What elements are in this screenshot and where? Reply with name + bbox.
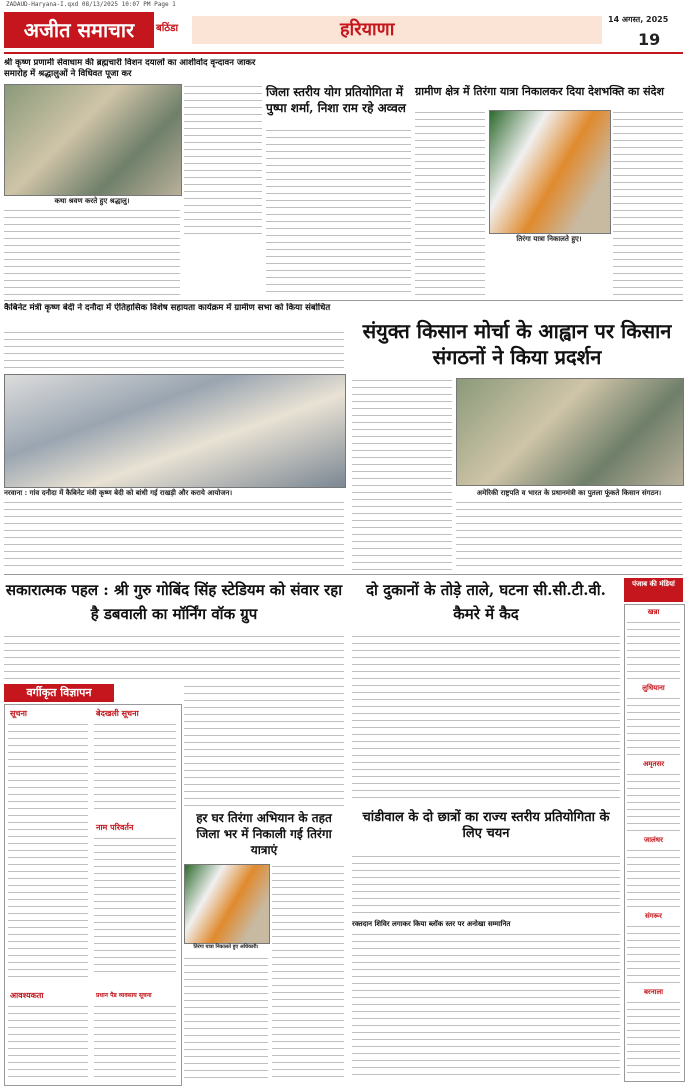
mandi-city-sangrur: संगरूर xyxy=(645,912,662,920)
classified-tag-wanted: आवश्यकता xyxy=(10,991,44,1000)
classifieds-title: वर्गीकृत विज्ञापन xyxy=(4,684,114,702)
newspaper-logo: अजीत समाचार xyxy=(4,12,154,48)
story7-headline: दो दुकानों के तोड़े ताले, घटना सी.सी.टी.वी. कैमरे में कैद xyxy=(366,581,606,623)
masthead-rule xyxy=(4,52,683,54)
story3-photo xyxy=(489,110,611,234)
issue-date: 14 अगस्त, 2025 xyxy=(608,15,669,24)
story9-subhead: रक्तदान शिविर लगाकर किया ब्लॉक स्तर पर अनोखा सम्मानित xyxy=(352,919,511,928)
story4-body-2 xyxy=(4,500,344,570)
print-slug: ZADAUD-Haryana-I.qxd 08/13/2025 10:07 PM Page 1 xyxy=(6,1,176,8)
story9-body xyxy=(352,854,620,914)
story4-headline: कैबिनेट मंत्री कृष्ण बेदी ने दनौदा में ऐतिहासिक विशेष सहायता कार्यक्रम में ग्रामीण सभा को किया संबोधित xyxy=(4,303,331,313)
mandi-title: पंजाब की मंडियां xyxy=(624,578,683,602)
classified-tag-business: प्रधान पैड व्यवसाय सूचना xyxy=(96,992,152,999)
mandi-city-ludhiana: लुधियाना xyxy=(642,684,665,692)
classified-text-5 xyxy=(94,1004,176,1080)
mandi-city-barnala: बरनाला xyxy=(643,988,664,996)
edition-city: बठिंडा xyxy=(156,23,179,34)
story5-body-2 xyxy=(456,500,682,570)
story4-body xyxy=(4,330,344,370)
mandi-city-amritsar: अमृतसर xyxy=(642,760,665,768)
mandi-rates-5 xyxy=(627,924,680,984)
story3-body-right xyxy=(613,110,683,296)
story8-body xyxy=(272,864,344,1080)
story2-body xyxy=(266,128,411,296)
story8-body-2 xyxy=(184,956,268,1080)
story2-headline: जिला स्तरीय योग प्रतियोगिता में पुष्पा शर्मा, निशा राम रहे अव्वल xyxy=(266,85,406,115)
classified-tag-name-change: नाम परिवर्तन xyxy=(96,823,134,832)
story5-caption: अमेरिकी राष्ट्रपति व भारत के प्रधानमंत्री का पुतला फूंकते किसान संगठन। xyxy=(476,488,662,497)
page-number: 19 xyxy=(638,30,661,49)
classified-text-1 xyxy=(8,722,88,982)
story9-headline: चांडीवाल के दो छात्रों का राज्य स्तरीय प्रतियोगिता के लिए चयन xyxy=(362,810,610,841)
story5-body xyxy=(352,378,452,570)
story6-body xyxy=(4,634,344,680)
story8-headline: हर घर तिरंगा अभियान के तहत जिला भर में निकाली गई तिरंगा यात्राएं xyxy=(196,811,332,857)
story3-caption: तिरंगा यात्रा निकालते हुए। xyxy=(516,234,582,243)
classified-text-2 xyxy=(94,722,176,812)
story8-body-top xyxy=(184,684,344,806)
section-bar xyxy=(192,16,602,44)
story1-headline: श्री कृष्ण प्रणामी सेवाधाम की ब्रह्मचारी विशन दयालों का आशीर्वाद वृन्दावन जाकर समारोह में श्रद्धालुओं ने विधिवत पूजा कर xyxy=(4,58,256,79)
section-title: हरियाणा xyxy=(340,19,395,40)
story4-photo xyxy=(4,374,346,488)
story1-photo xyxy=(4,84,182,196)
divider-2 xyxy=(4,574,683,575)
story1-body xyxy=(184,84,262,234)
story3-headline: ग्रामीण क्षेत्र में तिरंगा यात्रा निकालकर दिया देशभक्ति का संदेश xyxy=(415,85,664,98)
classified-text-4 xyxy=(8,1004,88,1080)
story7-body xyxy=(352,634,620,804)
story5-photo xyxy=(456,378,684,486)
masthead xyxy=(0,12,687,56)
mandi-rates-2 xyxy=(627,696,680,756)
mandi-rates-6 xyxy=(627,1000,680,1076)
story8-caption: तिरंगा यात्रा निकालते हुए अधिकारी। xyxy=(193,944,259,950)
mandi-rates-4 xyxy=(627,848,680,908)
story9-body-2 xyxy=(352,932,620,1080)
story4-caption: नरवाना : गांव दनौदा में कैबिनेट मंत्री कृष्ण बेदी को बांधी गई राखड़ी और कराये आयोजन। xyxy=(4,488,233,497)
divider-1 xyxy=(4,300,683,301)
classified-tag-notice: सूचना xyxy=(10,709,27,718)
story3-body-left xyxy=(415,110,485,296)
story1-body-2 xyxy=(4,208,180,298)
story8-photo xyxy=(184,864,270,944)
story5-headline: संयुक्त किसान मोर्चा के आह्वान पर किसान संगठनों ने किया प्रदर्शन xyxy=(362,319,672,369)
story6-headline: सकारात्मक पहल : श्री गुरु गोबिंद सिंह स्टेडियम को संवार रहा है डबवाली का मॉर्निंग वॉक ग्रुप xyxy=(5,581,343,623)
classified-text-3 xyxy=(94,836,176,976)
classified-tag-eviction: बेदखली सूचना xyxy=(96,709,139,718)
mandi-rates-1 xyxy=(627,620,680,680)
mandi-city-khanna: खन्ना xyxy=(647,608,660,616)
story1-caption: कथा श्रवण करते हुए श्रद्धालु। xyxy=(54,196,130,205)
mandi-rates-3 xyxy=(627,772,680,832)
mandi-city-jalandhar: जालंधर xyxy=(644,836,663,844)
